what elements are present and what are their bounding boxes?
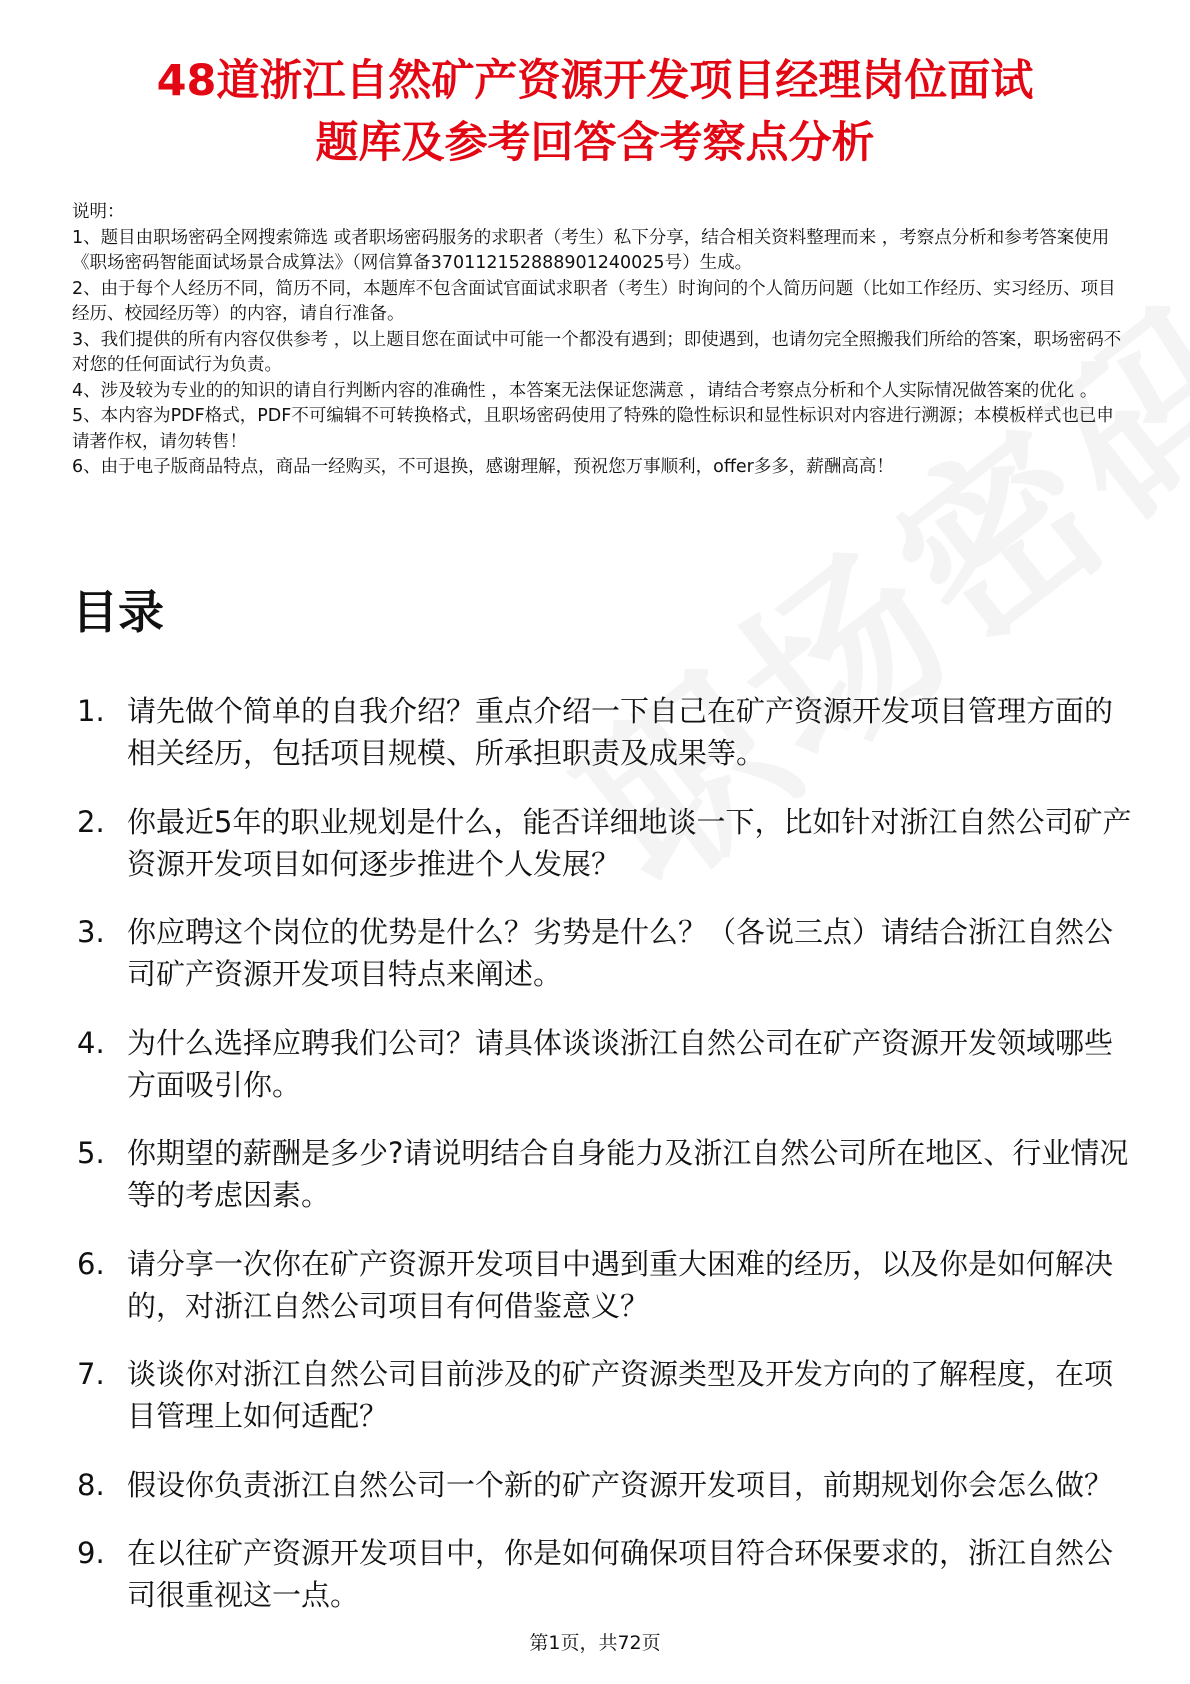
question-text: 请分享一次你在矿产资源开发项目中遇到重大困难的经历，以及你是如何解决的，对浙江自然公司项目有何借鉴意义？: [127, 1246, 1114, 1323]
question-text: 在以往矿产资源开发项目中，你是如何确保项目符合环保要求的，浙江自然公司很重视这一点。: [127, 1536, 1114, 1612]
toc-heading: 目录: [72, 585, 164, 639]
instruction-item: 4、涉及较为专业的的知识的请自行判断内容的准确性 ，本答案无法保证您满意 ，请结合考察点分析和个人实际情况做答案的优化 。: [72, 380, 1098, 401]
question-text: 为什么选择应聘我们公司？请具体谈谈浙江自然公司在矿产资源开发领域哪些方面吸引你。: [127, 1025, 1114, 1102]
question-item[interactable]: [72, 1132, 1132, 1216]
question-list: [72, 690, 1132, 1643]
question-item[interactable]: [72, 1464, 1132, 1506]
question-number: 5.: [77, 1136, 105, 1170]
question-number: 8.: [77, 1467, 105, 1502]
question-text: 你应聘这个岗位的优势是什么？劣势是什么？（各说三点）请结合浙江自然公司矿产资源开发项目特点来阐述。: [127, 915, 1114, 991]
question-number: 4.: [77, 1025, 105, 1060]
title-line-2: 题库及参考回答含考察点分析: [315, 118, 875, 168]
instruction-item: 3、我们提供的所有内容仅供参考 ，以上题目您在面试中可能一个都没有遇到；即使遇到，也请勿完全照搬我们所给的答案，职场密码不对您的任何面试行为负责。: [72, 329, 1122, 375]
instructions-heading: 说明：: [72, 202, 125, 222]
question-text: 请先做个简单的自我介绍？重点介绍一下自己在矿产资源开发项目管理方面的相关经历，包括项目规模、所承担职责及成果等。: [127, 694, 1114, 770]
question-number: 2.: [77, 804, 105, 839]
question-number: 7.: [77, 1357, 105, 1391]
question-item[interactable]: [72, 801, 1132, 885]
question-item[interactable]: [72, 1022, 1132, 1106]
title-line-1: 48道浙江自然矿产资源开发项目经理岗位面试: [156, 56, 1034, 106]
instruction-item: 6、由于电子版商品特点，商品一经购买，不可退换，感谢理解，预祝您万事顺利，offer多多，薪酬高高！: [72, 457, 894, 477]
question-text: 你期望的薪酬是多少?请说明结合自身能力及浙江自然公司所在地区、行业情况等的考虑因素。: [127, 1136, 1129, 1212]
instruction-item: 1、题目由职场密码全网搜索筛选 或者职场密码服务的求职者（考生）私下分享，结合相关资料整理而来 ，考察点分析和参考答案使用《职场密码智能面试场景合成算法》（网信算备370112152888901240025号）生成。: [72, 227, 1110, 273]
question-number: 9.: [77, 1536, 105, 1570]
page-number-footer: 第1页，共72页: [529, 1632, 661, 1654]
instruction-item: 2、由于每个人经历不同，简历不同，本题库不包含面试官面试求职者（考生）时询问的个人简历问题（比如工作经历、实习经历、项目经历、校园经历等）的内容，请自行准备。: [72, 278, 1116, 324]
question-item[interactable]: [72, 1243, 1132, 1327]
question-item[interactable]: [72, 911, 1132, 995]
question-item[interactable]: [72, 690, 1132, 774]
instructions-section: [72, 200, 1122, 481]
question-text: 假设你负责浙江自然公司一个新的矿产资源开发项目，前期规划你会怎么做？: [127, 1467, 1114, 1502]
question-item[interactable]: [72, 1532, 1132, 1616]
question-number: 1.: [77, 694, 105, 728]
question-number: 3.: [77, 915, 105, 949]
question-text: 你最近5年的职业规划是什么，能否详细地谈一下，比如针对浙江自然公司矿产资源开发项目如何逐步推进个人发展？: [127, 804, 1132, 881]
question-item[interactable]: [72, 1353, 1132, 1437]
document-title: [60, 50, 1130, 174]
question-number: 6.: [77, 1246, 105, 1281]
instruction-item: 5、本内容为PDF格式，PDF不可编辑不可转换格式，且职场密码使用了特殊的隐性标识和显性标识对内容进行溯源；本模板样式也已申请著作权，请勿转售！: [72, 406, 1114, 452]
question-text: 谈谈你对浙江自然公司目前涉及的矿产资源类型及开发方向的了解程度，在项目管理上如何适配？: [127, 1357, 1114, 1433]
